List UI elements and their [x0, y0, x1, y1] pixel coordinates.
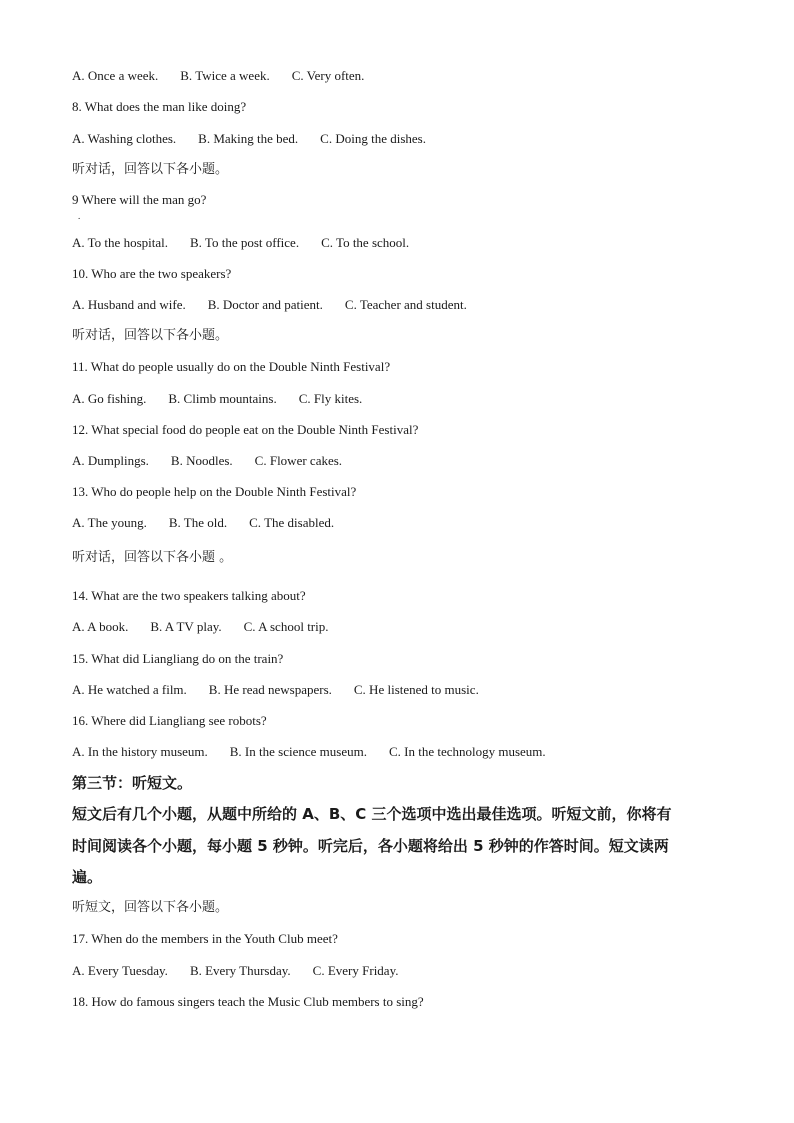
q8-option-b: B. Making the bed. — [198, 131, 299, 146]
stray-dot: . — [78, 211, 81, 221]
q11-option-c: C. Fly kites. — [298, 391, 363, 406]
q15-option-c: C. He listened to music. — [353, 682, 479, 697]
q16-question: 16. Where did Liangliang see robots? — [72, 713, 267, 728]
q7-options — [72, 68, 364, 84]
section3-description-line-3: 遍。 — [72, 868, 103, 886]
q8-option-c: C. Doing the dishes. — [320, 131, 426, 146]
q8-options — [72, 131, 426, 147]
q15-option-a: A. He watched a film. — [72, 682, 187, 697]
q8-option-a: A. Washing clothes. — [72, 131, 177, 146]
q10-option-c: C. Teacher and student. — [344, 297, 467, 312]
q15-question: 15. What did Liangliang do on the train? — [72, 651, 284, 666]
q16-option-a: A. In the history museum. — [72, 744, 208, 759]
q17-option-c: C. Every Friday. — [312, 963, 399, 978]
q14-option-a: A. A book. — [72, 619, 129, 634]
q7-option-b: B. Twice a week. — [180, 68, 270, 83]
q7-option-c: C. Very often. — [291, 68, 365, 83]
q9-option-c: C. To the school. — [321, 235, 410, 250]
section3-description-line-1: 短文后有几个小题，从题中所给的 A、B、C 三个选项中选出最佳选项。听短文前，你将有 — [72, 805, 672, 823]
q13-option-a: A. The young. — [72, 515, 147, 530]
q13-option-b: B. The old. — [168, 515, 228, 530]
q12-option-c: C. Flower cakes. — [254, 453, 343, 468]
q15-option-b: B. He read newspapers. — [208, 682, 332, 697]
q11-question: 11. What do people usually do on the Double Ninth Festival? — [72, 359, 391, 374]
q18-question: 18. How do famous singers teach the Music Club members to sing? — [72, 994, 424, 1009]
section3-description-line-2: 时间阅读各个小题，每小题 5 秒钟。听完后，各小题将给出 5 秒钟的作答时间。短文读两 — [72, 837, 669, 855]
q16-option-b: B. In the science museum. — [229, 744, 367, 759]
q17-options — [72, 963, 398, 979]
q9-options — [72, 235, 409, 251]
q11-options — [72, 391, 362, 407]
q14-question: 14. What are the two speakers talking about? — [72, 588, 306, 603]
q9-option-a: A. To the hospital. — [72, 235, 168, 250]
q12-question: 12. What special food do people eat on the Double Ninth Festival? — [72, 422, 419, 437]
q13-options — [72, 515, 334, 531]
q12-option-b: B. Noodles. — [170, 453, 233, 468]
q12-option-a: A. Dumplings. — [72, 453, 149, 468]
q14-option-c: C. A school trip. — [243, 619, 329, 634]
q17-option-a: A. Every Tuesday. — [72, 963, 168, 978]
section3-title: 第三节：听短文。 — [72, 774, 193, 792]
q13-question: 13. Who do people help on the Double Ninth Festival? — [72, 484, 357, 499]
instruction-dialog-3: 听对话，回答以下各小题 。 — [72, 550, 233, 565]
q12-options — [72, 453, 342, 469]
q10-question: 10. Who are the two speakers? — [72, 266, 232, 281]
instruction-passage: 听短文，回答以下各小题。 — [72, 900, 229, 915]
q14-options — [72, 619, 329, 635]
q10-option-a: A. Husband and wife. — [72, 297, 186, 312]
q16-options — [72, 744, 546, 760]
q15-options — [72, 682, 479, 698]
q8-question: 8. What does the man like doing? — [72, 99, 247, 114]
instruction-dialog-1: 听对话，回答以下各小题。 — [72, 162, 229, 177]
q17-question: 17. When do the members in the Youth Club meet? — [72, 931, 338, 946]
q17-option-b: B. Every Thursday. — [189, 963, 291, 978]
q11-option-a: A. Go fishing. — [72, 391, 147, 406]
instruction-dialog-2: 听对话，回答以下各小题。 — [72, 328, 229, 343]
q10-options — [72, 297, 467, 313]
q11-option-b: B. Climb mountains. — [168, 391, 277, 406]
q16-option-c: C. In the technology museum. — [388, 744, 546, 759]
q9-option-b: B. To the post office. — [189, 235, 300, 250]
q13-option-c: C. The disabled. — [249, 515, 335, 530]
q7-option-a: A. Once a week. — [72, 68, 159, 83]
q10-option-b: B. Doctor and patient. — [207, 297, 323, 312]
q9-question: 9 Where will the man go? — [72, 192, 207, 207]
q14-option-b: B. A TV play. — [150, 619, 222, 634]
